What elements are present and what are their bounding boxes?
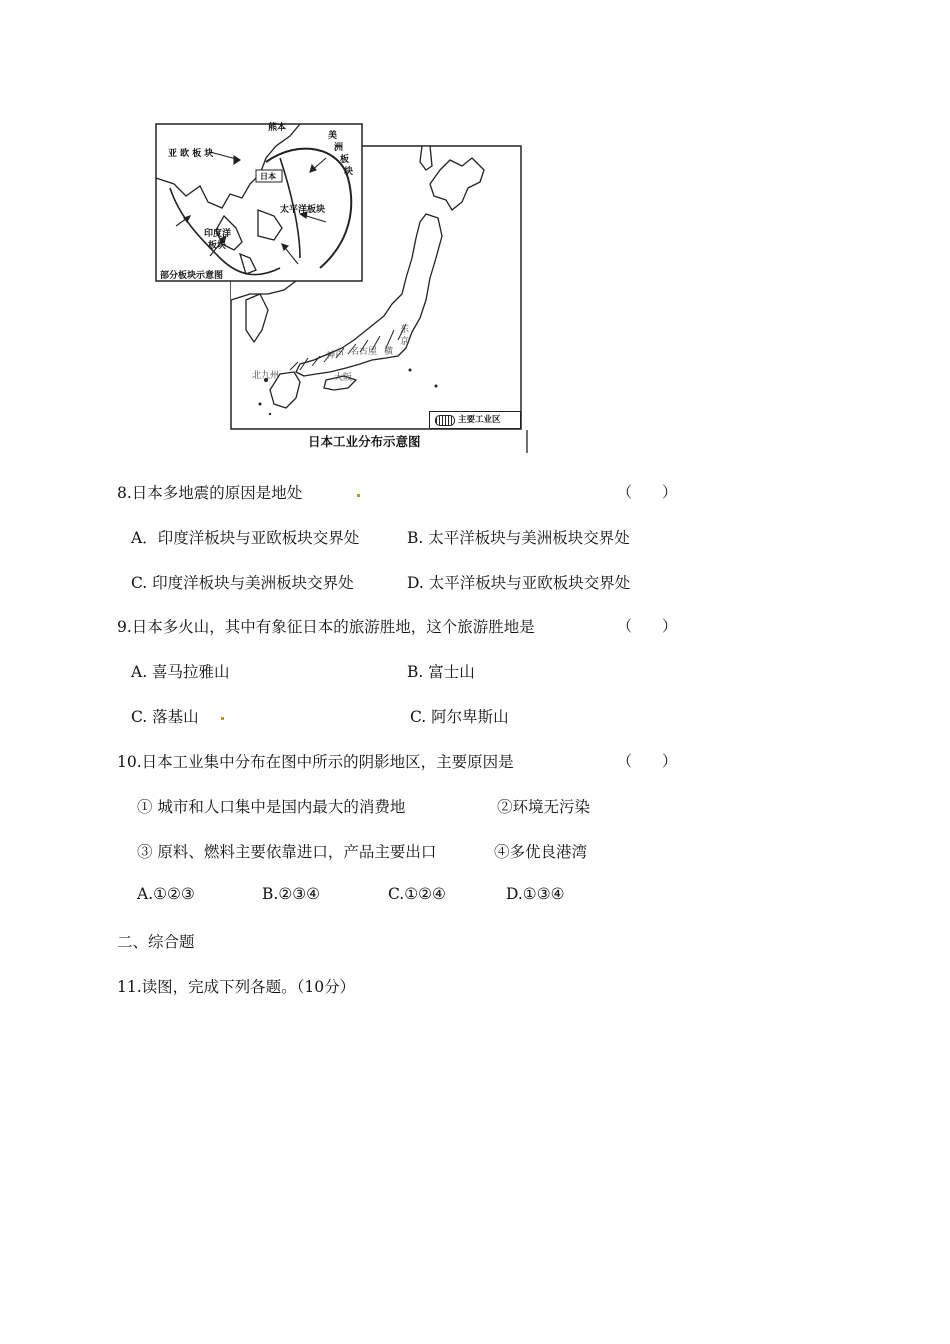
label-yokohama: 横: [384, 347, 394, 357]
q10-option-d[interactable]: D.①③④: [506, 885, 565, 903]
q8-option-a[interactable]: A．印度洋板块与亚欧板块交界处: [131, 529, 360, 547]
q9-option-a[interactable]: A. 喜马拉雅山: [131, 663, 230, 681]
q10-statement-2: ②环境无污染: [497, 798, 591, 816]
stray-dot: [357, 494, 360, 497]
q10-option-c[interactable]: C.①②④: [388, 885, 446, 903]
q9-option-c[interactable]: C. 落基山: [131, 708, 199, 726]
q9-option-d[interactable]: C. 阿尔卑斯山: [410, 708, 509, 726]
inset-title: 部分板块示意图: [160, 271, 224, 281]
stray-dot: [221, 717, 224, 720]
label-pacific-plate: 太平洋板块: [280, 205, 326, 215]
q10-option-b[interactable]: B.②③④: [262, 885, 321, 903]
label-tokyo-2: 京: [400, 337, 410, 347]
industrial-zone-swatch: [435, 415, 455, 426]
q10-statement-3: ③ 原料、燃料主要依靠进口，产品主要出口: [137, 843, 437, 861]
section-heading: 二、综合题: [117, 933, 195, 951]
label-tokyo-1: 东: [400, 325, 410, 335]
label-america-2: 洲: [334, 143, 344, 153]
legend-label: 主要工业区: [458, 415, 501, 425]
label-nagoya: 名古屋: [350, 347, 378, 357]
q8-option-c[interactable]: C. 印度洋板块与美洲板块交界处: [131, 574, 354, 592]
q10-statement-1: ① 城市和人口集中是国内最大的消费地: [137, 798, 406, 816]
q11-stem: 11.读图，完成下列各题。（10分）: [117, 978, 356, 996]
map-caption: 日本工业分布示意图: [308, 434, 421, 449]
q9-answer-paren: （ ）: [617, 617, 678, 635]
q10-stem: 10.日本工业集中分布在图中所示的阴影地区，主要原因是: [117, 753, 514, 771]
label-indian-plate-1: 印度洋: [204, 229, 232, 239]
q8-answer-paren: （ ）: [617, 483, 678, 501]
label-america-3: 板: [340, 155, 350, 165]
label-kumamoto: 熊本: [268, 123, 287, 133]
label-indian-plate-2: 板块: [208, 241, 227, 251]
q10-option-a[interactable]: A.①②③: [137, 885, 195, 903]
q9-stem: 9.日本多火山，其中有象征日本的旅游胜地，这个旅游胜地是: [117, 618, 535, 636]
label-america-4: 块: [344, 167, 354, 177]
label-japan: 日本: [260, 172, 276, 181]
map-figure: [150, 118, 535, 463]
map-legend: [429, 411, 521, 429]
label-america-1: 美: [328, 131, 338, 141]
q10-statement-4: ④多优良港湾: [494, 843, 588, 861]
q8-option-b[interactable]: B. 太平洋板块与美洲板块交界处: [407, 529, 630, 547]
q8-stem: 8.日本多地震的原因是地处: [117, 484, 303, 502]
q10-answer-paren: （ ）: [617, 752, 678, 770]
label-osaka: 大阪: [334, 373, 353, 383]
label-eurasian-plate: 亚 欧 板 块: [168, 149, 214, 159]
label-kobe: 神户: [326, 351, 345, 361]
q8-option-d[interactable]: D. 太平洋板块与亚欧板块交界处: [407, 574, 631, 592]
q9-option-b[interactable]: B. 富士山: [407, 663, 475, 681]
label-kitakyushu: 北九州: [252, 371, 280, 381]
